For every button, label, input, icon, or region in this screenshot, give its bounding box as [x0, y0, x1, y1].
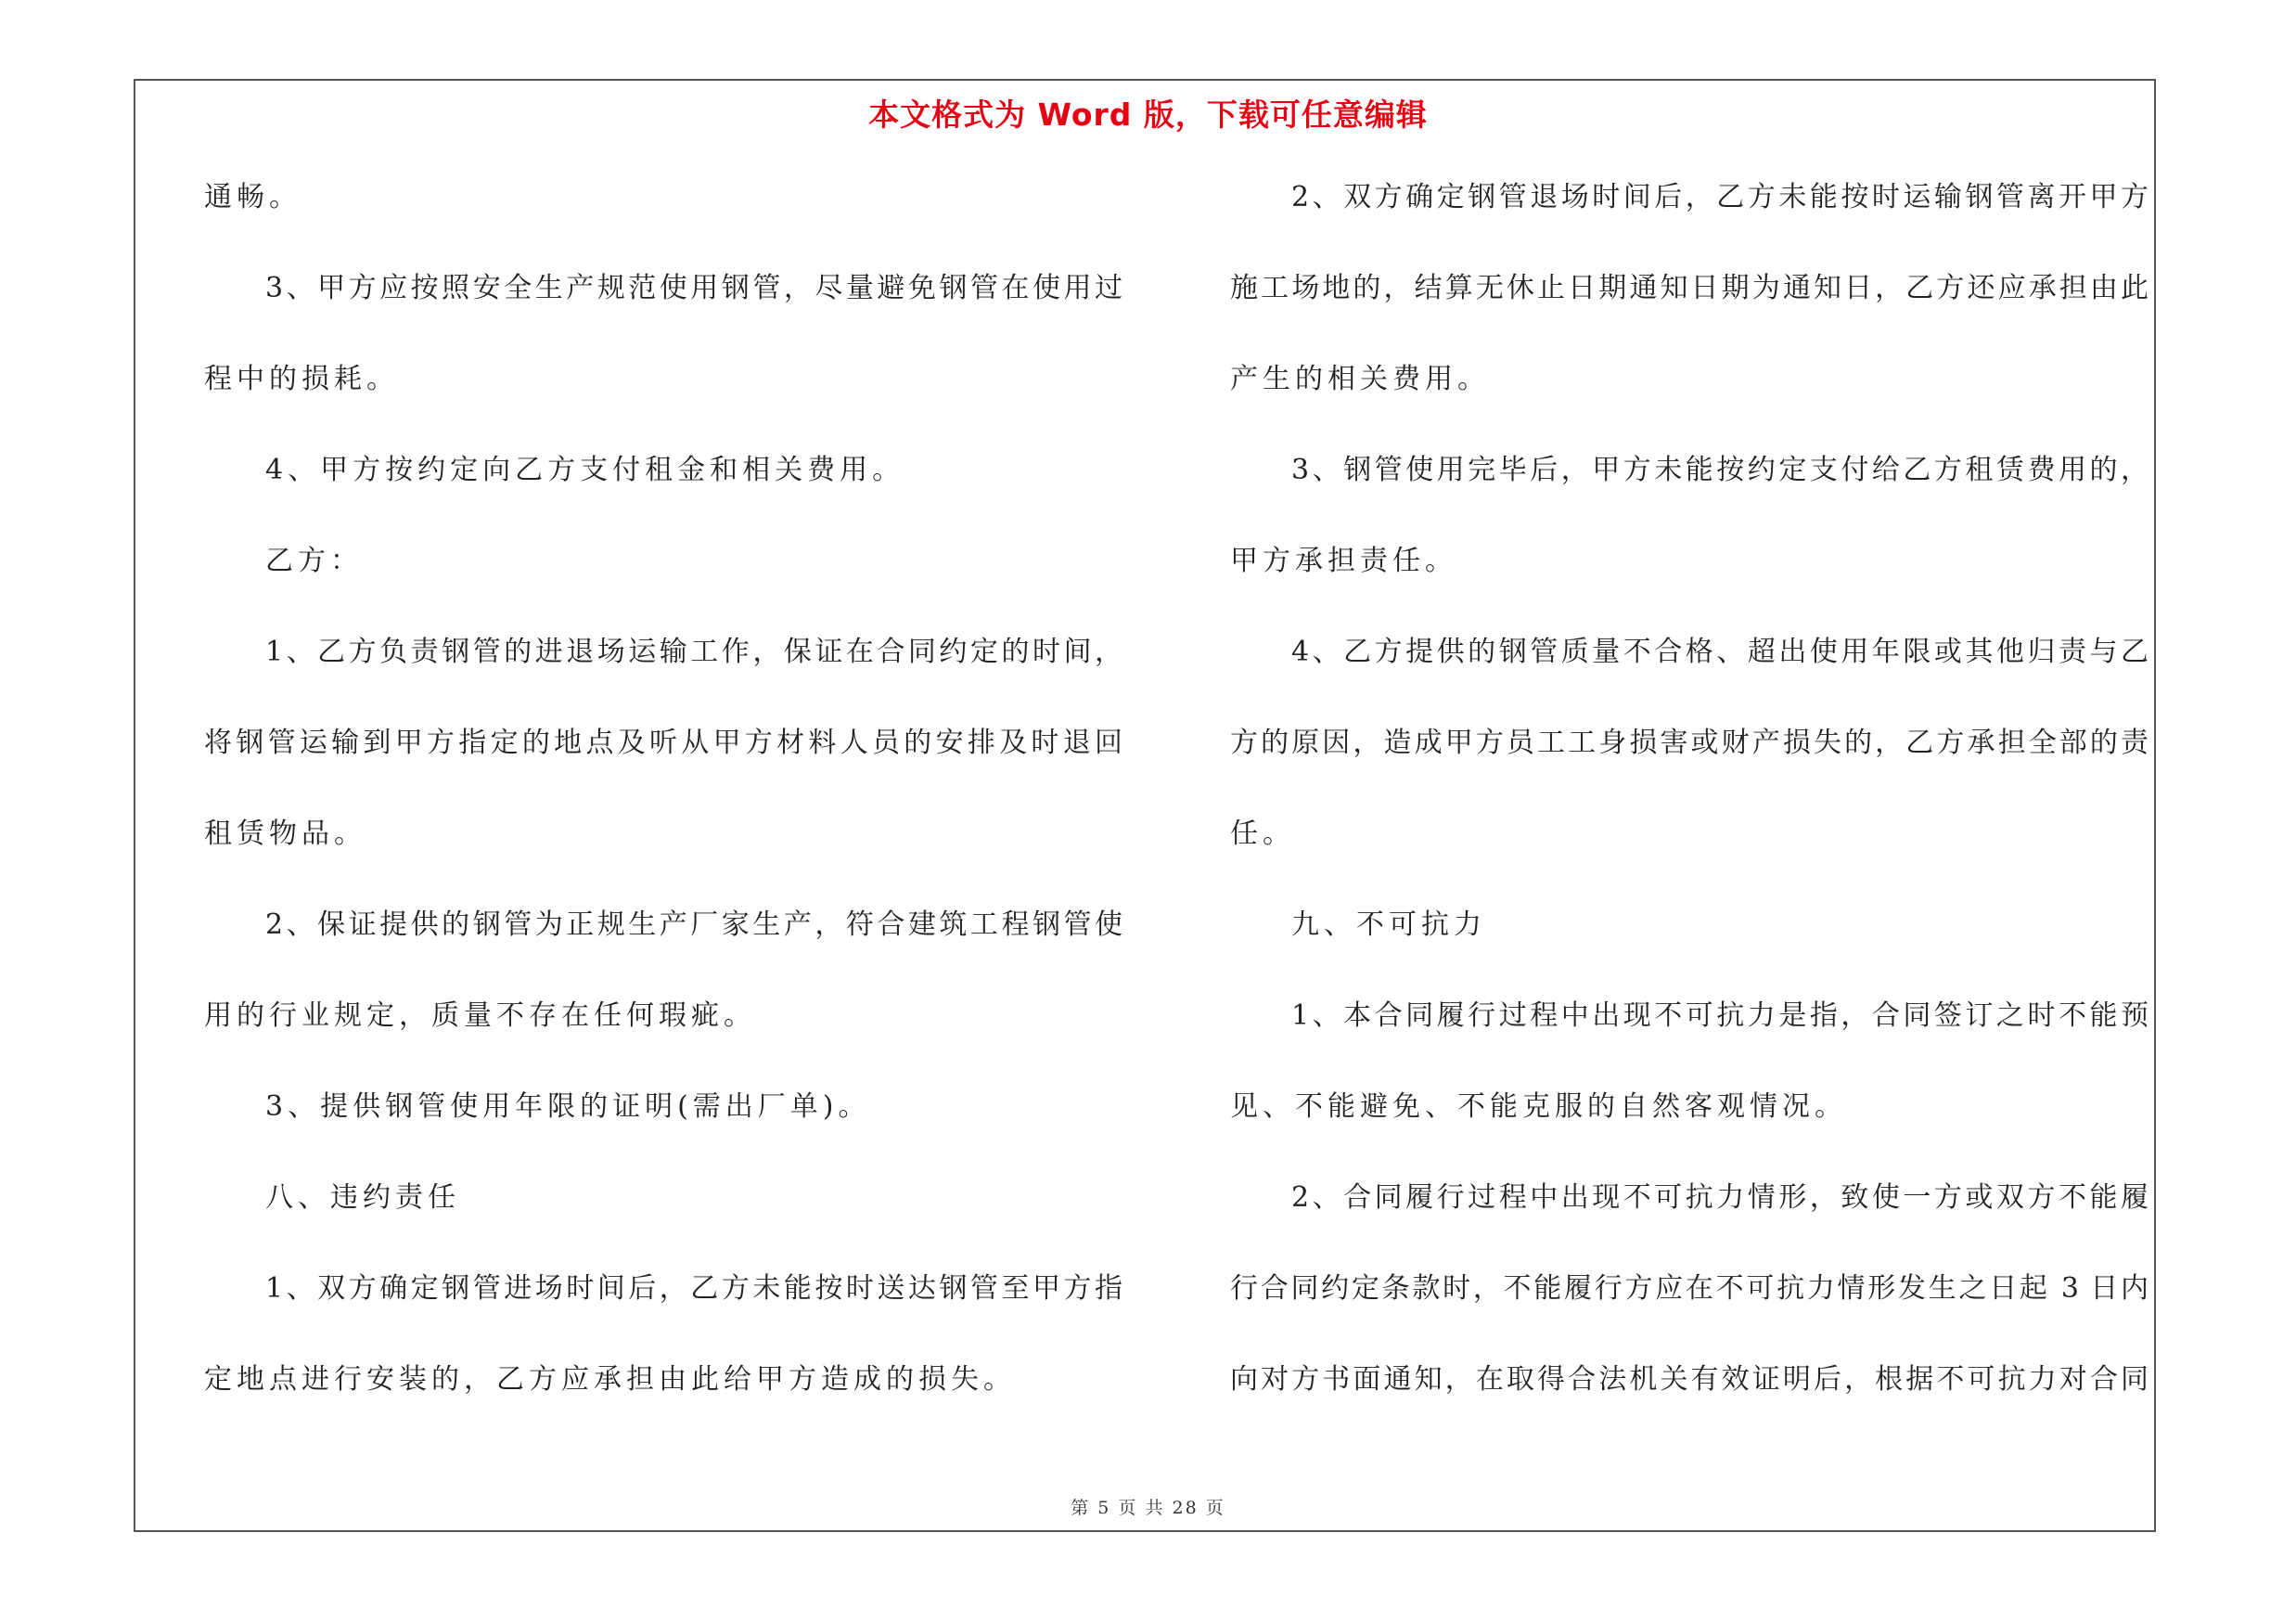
right-text-column: [1230, 182, 2148, 1455]
text-line: 3、提供钢管使用年限的证明(需出厂单)。: [265, 1090, 871, 1123]
format-notice-banner: 本文格式为 Word 版，下载可任意编辑: [868, 97, 1428, 133]
text-line: 将钢管运输到甲方指定的地点及听从甲方材料人员的安排及时退回: [204, 727, 1122, 759]
page-number-footer: 第 5 页 共 28 页: [1071, 1498, 1225, 1518]
text-line: 乙方：: [265, 545, 363, 577]
text-line: 向对方书面通知，在取得合法机关有效证明后，根据不可抗力对合同: [1230, 1363, 2148, 1396]
text-line: 见、不能避免、不能克服的自然客观情况。: [1230, 1090, 1847, 1123]
text-line: 产生的相关费用。: [1230, 363, 1490, 395]
text-line: 施工场地的，结算无休止日期通知日期为通知日，乙方还应承担由此: [1230, 272, 2148, 304]
text-line: 2、保证提供的钢管为正规生产厂家生产，符合建筑工程钢管使: [265, 908, 1122, 941]
text-line: 2、双方确定钢管退场时间后，乙方未能按时运输钢管离开甲方: [1291, 181, 2148, 213]
text-line: 4、甲方按约定向乙方支付租金和相关费用。: [265, 454, 905, 486]
text-line: 3、钢管使用完毕后，甲方未能按约定支付给乙方租赁费用的，: [1291, 454, 2148, 486]
text-line: 2、合同履行过程中出现不可抗力情形，致使一方或双方不能履: [1291, 1181, 2148, 1214]
text-line: 八、违约责任: [265, 1181, 460, 1214]
text-line: 4、乙方提供的钢管质量不合格、超出使用年限或其他归责与乙: [1291, 636, 2148, 668]
text-line: 1、乙方负责钢管的进退场运输工作，保证在合同约定的时间，: [265, 636, 1122, 668]
text-line: 行合同约定条款时，不能履行方应在不可抗力情形发生之日起 3 日内: [1230, 1272, 2148, 1305]
text-line: 通畅。: [204, 181, 301, 213]
text-line: 3、甲方应按照安全生产规范使用钢管，尽量避免钢管在使用过: [265, 272, 1122, 304]
text-line: 甲方承担责任。: [1230, 545, 1457, 577]
text-line: 程中的损耗。: [204, 363, 399, 395]
text-line: 任。: [1230, 818, 1295, 850]
text-line: 方的原因，造成甲方员工工身损害或财产损失的，乙方承担全部的责: [1230, 727, 2148, 759]
left-text-column: [204, 182, 1122, 1455]
text-line: 定地点进行安装的，乙方应承担由此给甲方造成的损失。: [204, 1363, 1016, 1396]
text-line: 用的行业规定，质量不存在任何瑕疵。: [204, 999, 756, 1032]
text-line: 1、双方确定钢管进场时间后，乙方未能按时送达钢管至甲方指: [265, 1272, 1122, 1305]
text-line: 租赁物品。: [204, 818, 366, 850]
text-line: 九、不可抗力: [1291, 908, 1486, 941]
text-line: 1、本合同履行过程中出现不可抗力是指，合同签订之时不能预: [1291, 999, 2148, 1032]
